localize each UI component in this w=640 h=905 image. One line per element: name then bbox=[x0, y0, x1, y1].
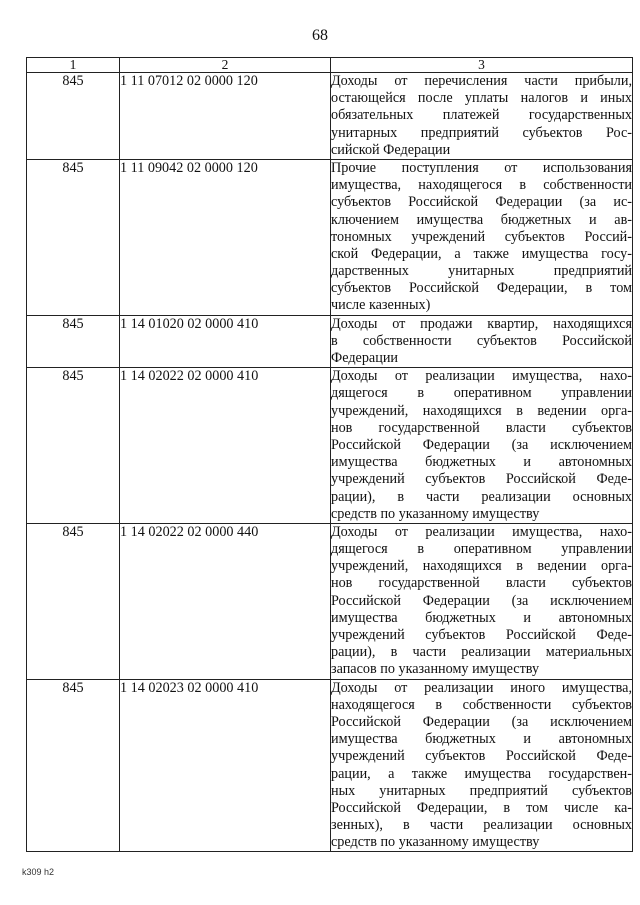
description-line: ключением имущества бюджетных и ав- bbox=[331, 211, 632, 228]
description-line: находящегося в собственности субъектов bbox=[331, 696, 632, 713]
description-line: Российской Федерации (за исключением bbox=[331, 713, 632, 730]
description-line: Федерации bbox=[331, 350, 399, 366]
description-line: учреждений субъектов Российской Феде- bbox=[331, 471, 632, 488]
column-header-1: 1 bbox=[27, 58, 120, 73]
description-line: дарственных унитарных предприятий bbox=[331, 263, 632, 280]
description-line: Российской Федерации (за исключением bbox=[331, 436, 632, 453]
description-line: остающейся после уплаты налогов и иных bbox=[331, 90, 632, 107]
description-line: учреждений, находящихся в ведении орга- bbox=[331, 558, 632, 575]
description-line: тономных учреждений субъектов Россий- bbox=[331, 228, 632, 245]
revenue-description-cell bbox=[331, 679, 633, 852]
revenue-code-cell: 1 14 02022 02 0000 410 bbox=[120, 368, 331, 524]
description-line: имущества, находящегося в собственности bbox=[331, 177, 632, 194]
description-line: рации), в части реализации материальных bbox=[331, 644, 632, 661]
description-line: учреждений субъектов Российской Феде- bbox=[331, 748, 632, 765]
description-line: Доходы от перечисления части прибыли, bbox=[331, 73, 632, 89]
table-row bbox=[27, 368, 633, 524]
description-line: Российской Федерации (за исключением bbox=[331, 592, 632, 609]
description-line: учреждений субъектов Российской Феде- bbox=[331, 627, 632, 643]
description-line: нов государственной власти субъектов bbox=[331, 575, 632, 592]
description-line: Доходы от реализации имущества, нахо- bbox=[331, 523, 632, 540]
table-row bbox=[27, 73, 633, 160]
administrator-code-cell: 845 bbox=[27, 73, 120, 160]
description-line: в собственности субъектов Российской bbox=[331, 332, 632, 349]
description-line: учреждений, находящихся в ведении орга- bbox=[331, 402, 632, 419]
page-number: 68 bbox=[312, 27, 328, 44]
table-row bbox=[27, 159, 633, 315]
description-line: Доходы от реализации имущества, нахо- bbox=[331, 368, 632, 385]
administrator-code-cell: 845 bbox=[27, 368, 120, 524]
description-line: ных унитарных предприятий субъектов bbox=[331, 782, 632, 799]
description-line: дящегося в оперативном управлении bbox=[331, 385, 632, 402]
revenue-code-cell: 1 14 02022 02 0000 440 bbox=[120, 523, 331, 679]
description-line: ской Федерации, а также имущества госу- bbox=[331, 245, 632, 262]
revenue-code-cell: 1 11 07012 02 0000 120 bbox=[120, 73, 331, 160]
description-line: зенных), в части реализации основных bbox=[331, 817, 632, 834]
description-line: дящегося в оперативном управлении bbox=[331, 541, 632, 558]
description-line: средств по указанному имуществу bbox=[331, 505, 540, 522]
administrator-code-cell: 845 bbox=[27, 315, 120, 368]
footer-code: k309 h2 bbox=[22, 867, 55, 877]
column-header-2: 2 bbox=[120, 58, 331, 73]
description-line: сийской Федерации bbox=[331, 141, 451, 158]
description-line: рации, а также имущества государствен- bbox=[331, 765, 632, 782]
description-line: Прочие поступления от использования bbox=[331, 159, 632, 176]
revenue-description-cell bbox=[331, 523, 633, 679]
description-line: субъектов Российской Федерации (за ис- bbox=[331, 194, 632, 211]
administrator-code-cell: 845 bbox=[27, 523, 120, 679]
description-line: рации), в части реализации основных bbox=[331, 488, 632, 505]
revenue-description-cell bbox=[331, 73, 633, 160]
revenue-code-cell: 1 14 02023 02 0000 410 bbox=[120, 679, 331, 852]
administrator-code-cell: 845 bbox=[27, 159, 120, 315]
table-row bbox=[27, 679, 633, 852]
revenue-code-table bbox=[26, 57, 633, 852]
revenue-description-cell bbox=[331, 159, 633, 315]
description-line: числе казенных) bbox=[331, 297, 431, 314]
table-row bbox=[27, 315, 633, 368]
table-row bbox=[27, 523, 633, 679]
description-line: имущества бюджетных и автономных bbox=[331, 609, 632, 626]
description-line: запасов по указанному имуществу bbox=[331, 661, 540, 678]
revenue-code-cell: 1 11 09042 02 0000 120 bbox=[120, 159, 331, 315]
description-line: Доходы от продажи квартир, находящихся bbox=[331, 315, 632, 332]
revenue-description-cell bbox=[331, 368, 633, 524]
column-header-3: 3 bbox=[331, 58, 633, 73]
description-line: имущества бюджетных и автономных bbox=[331, 454, 632, 471]
table-header-row bbox=[27, 58, 633, 73]
description-line: нов государственной власти субъектов bbox=[331, 419, 632, 436]
description-line: Российской Федерации, в том числе ка- bbox=[331, 799, 632, 816]
description-line: субъектов Российской Федерации, в том bbox=[331, 280, 632, 297]
description-line: Доходы от реализации иного имущества, bbox=[331, 679, 632, 696]
administrator-code-cell: 845 bbox=[27, 679, 120, 852]
description-line: имущества бюджетных и автономных bbox=[331, 731, 632, 748]
description-line: обязательных платежей государственных bbox=[331, 107, 632, 124]
revenue-description-cell bbox=[331, 315, 633, 368]
description-line: унитарных предприятий субъектов Рос- bbox=[331, 124, 632, 141]
description-line: средств по указанному имуществу bbox=[331, 834, 540, 851]
revenue-code-cell: 1 14 01020 02 0000 410 bbox=[120, 315, 331, 368]
